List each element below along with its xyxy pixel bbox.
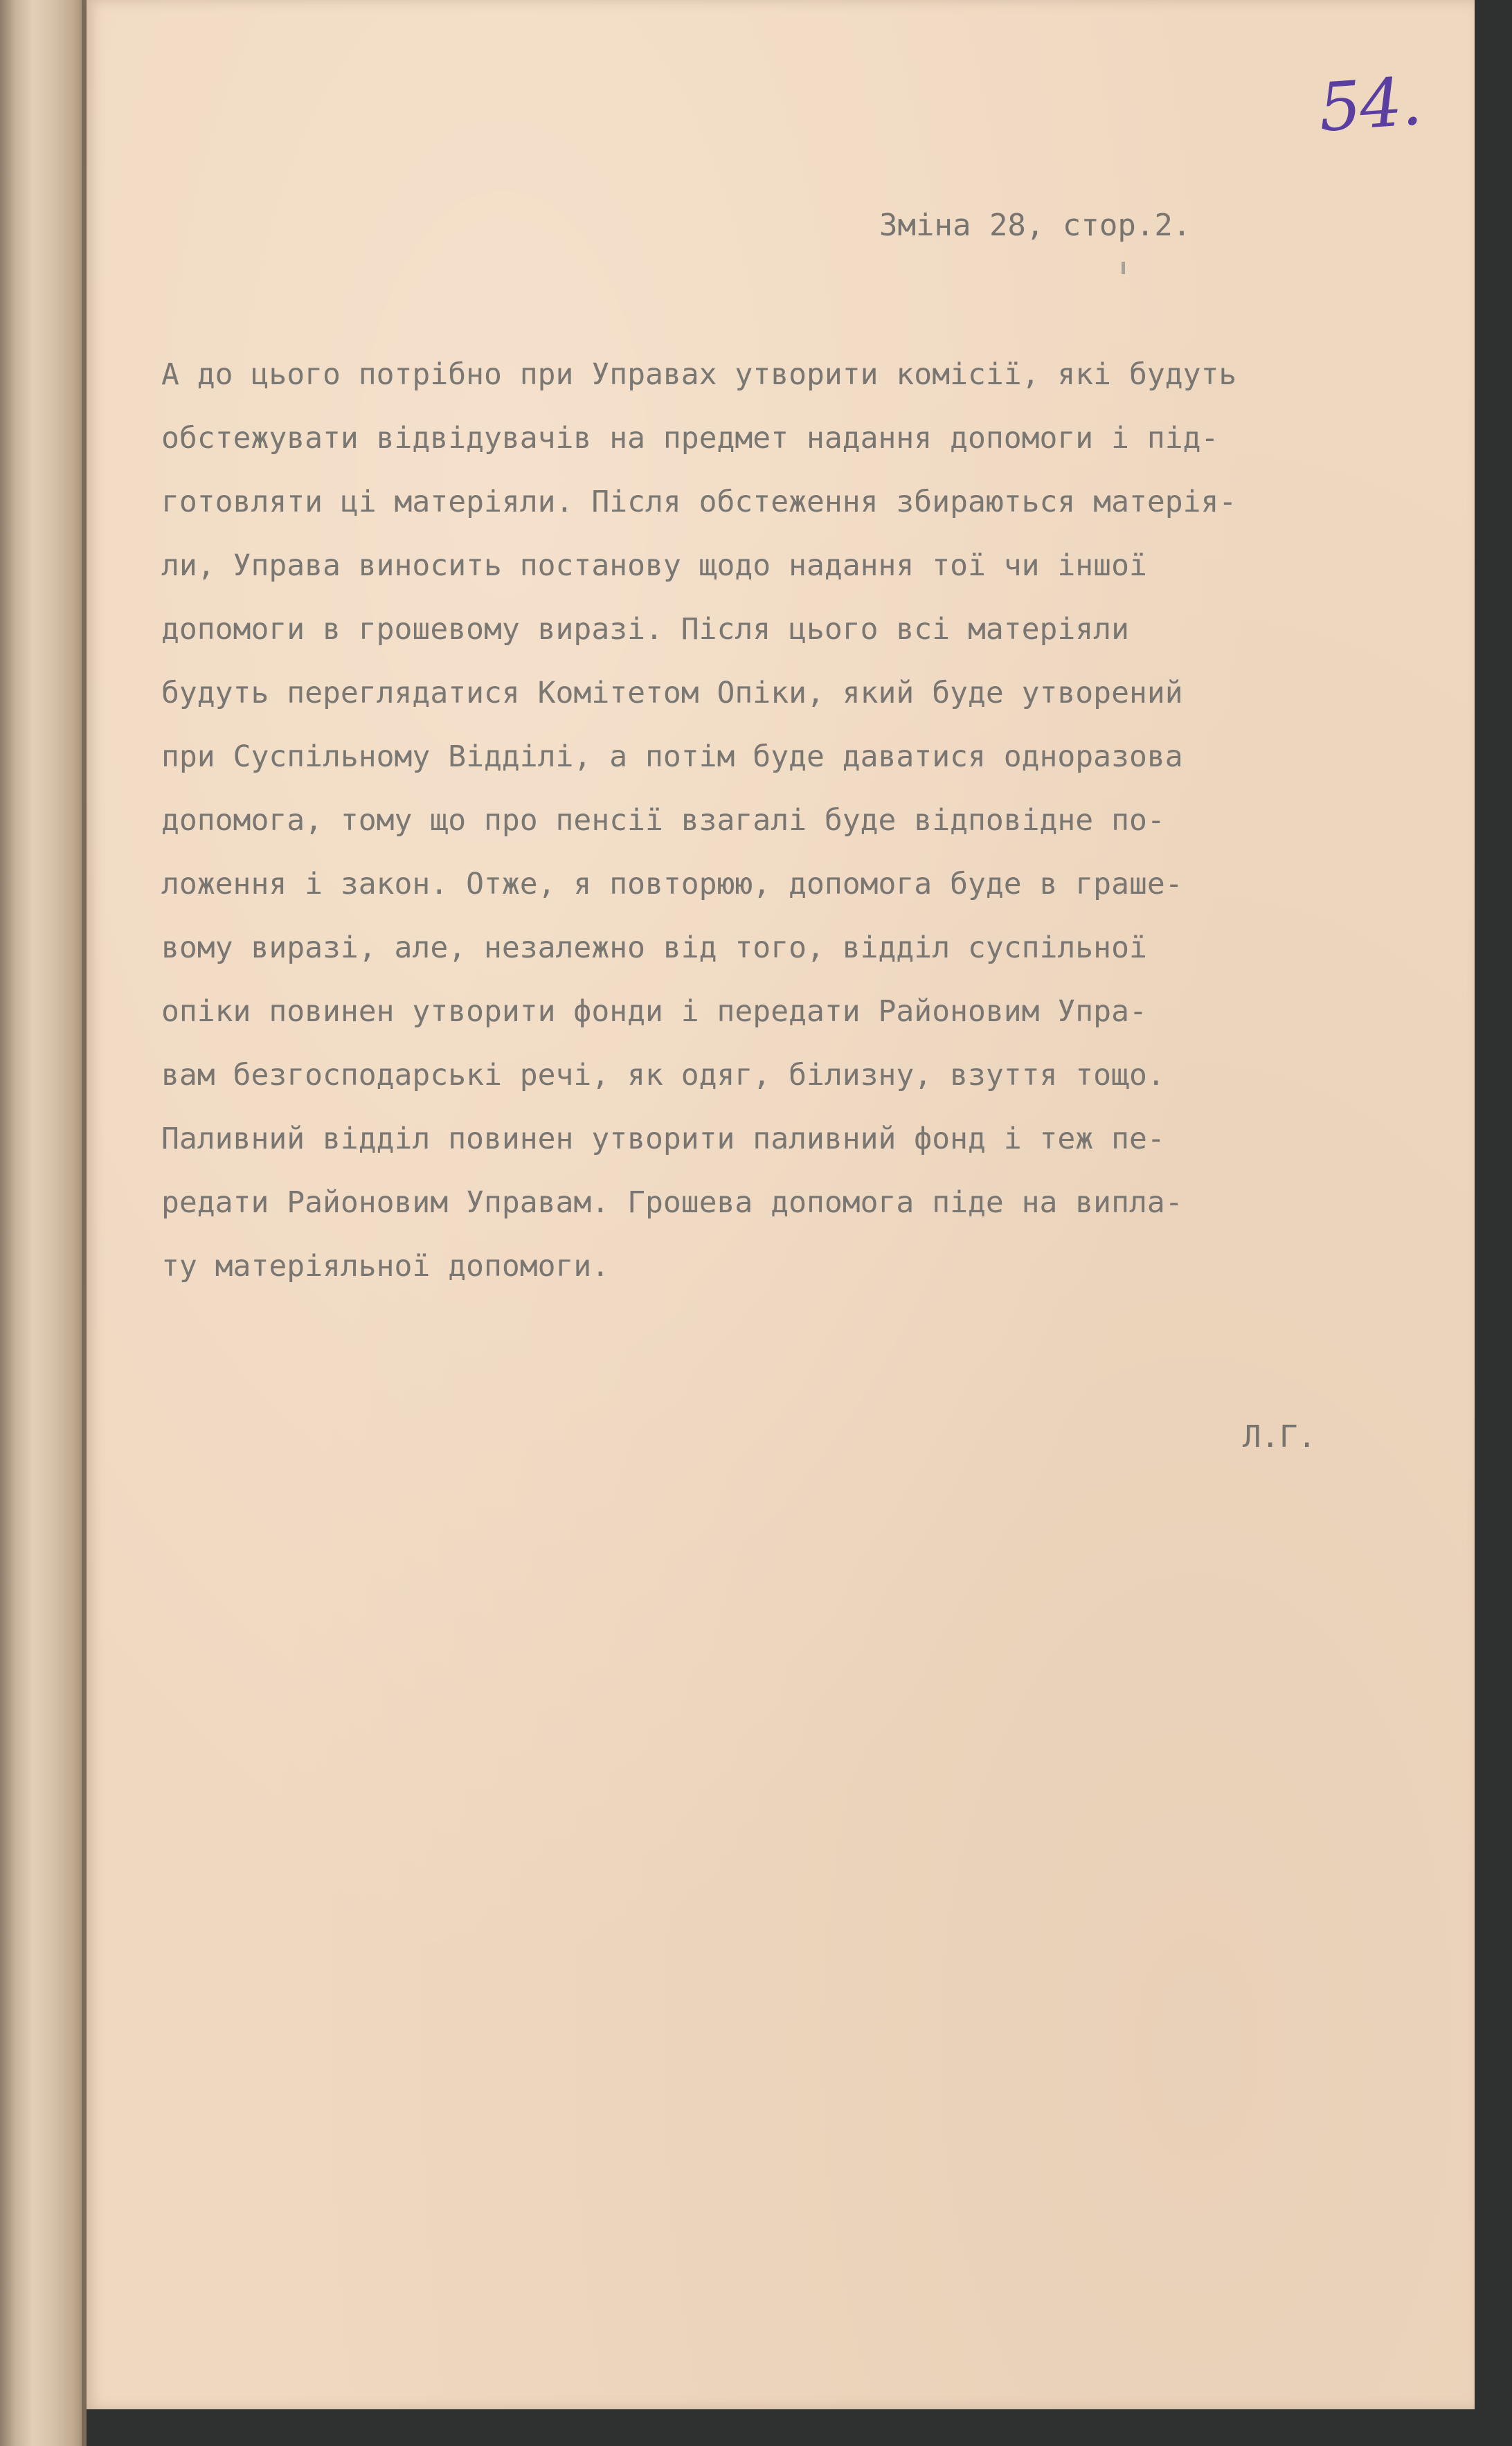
handwritten-page-number: 54. — [1316, 62, 1423, 147]
body-line: А до цього потрiбно при Управах утворити комiсiї, якi будуть — [161, 357, 1237, 392]
body-line: допомоги в грошевому виразi. Пiсля цього всi матерiяли — [161, 612, 1129, 647]
scan-background-right — [1475, 0, 1512, 2446]
binding-edge — [82, 0, 87, 2446]
body-line: ту матерiяльної допомоги. — [161, 1249, 610, 1284]
body-text — [161, 343, 1512, 1298]
body-line: редати Районовим Управам. Грошева допомога пiде на випла- — [161, 1185, 1183, 1220]
body-line: вому виразi, але, незалежно вiд того, вiддiл суспiльної — [161, 930, 1147, 965]
body-line: обстежувати вiдвiдувачiв на предмет надання допомоги i пiд- — [161, 421, 1219, 456]
document-page — [87, 0, 1475, 2409]
body-line: вам безгосподарськi речi, як одяг, бiлизну, взуття тощо. — [161, 1058, 1165, 1092]
scan-background-bottom — [87, 2409, 1512, 2446]
body-line: ли, Управа виносить постанову щодо надання тої чи iншої — [161, 548, 1147, 583]
body-line: при Суспiльному Вiддiлi, а потiм буде даватися одноразова — [161, 739, 1183, 774]
body-line: готовляти цi матерiяли. Пiсля обстеження збираються матерiя- — [161, 485, 1237, 519]
body-line: допомога, тому що про пенсiї взагалi буде вiдповiдне по- — [161, 803, 1165, 838]
binding-strip — [0, 0, 87, 2446]
body-line: Паливний вiддiл повинен утворити паливний фонд i теж пе- — [161, 1122, 1165, 1156]
body-line: ложення i закон. Отже, я повторюю, допомога буде в граше- — [161, 867, 1183, 901]
signature-initials: Л.Г. — [1243, 1419, 1316, 1455]
tick-mark — [1122, 262, 1125, 274]
body-line: опiки повинен утворити фонди i передати Районовим Упра- — [161, 994, 1147, 1029]
page-header: Змiна 28, стор.2. — [879, 208, 1191, 243]
body-line: будуть переглядатися Комiтетом Опiки, який буде утворений — [161, 676, 1183, 710]
